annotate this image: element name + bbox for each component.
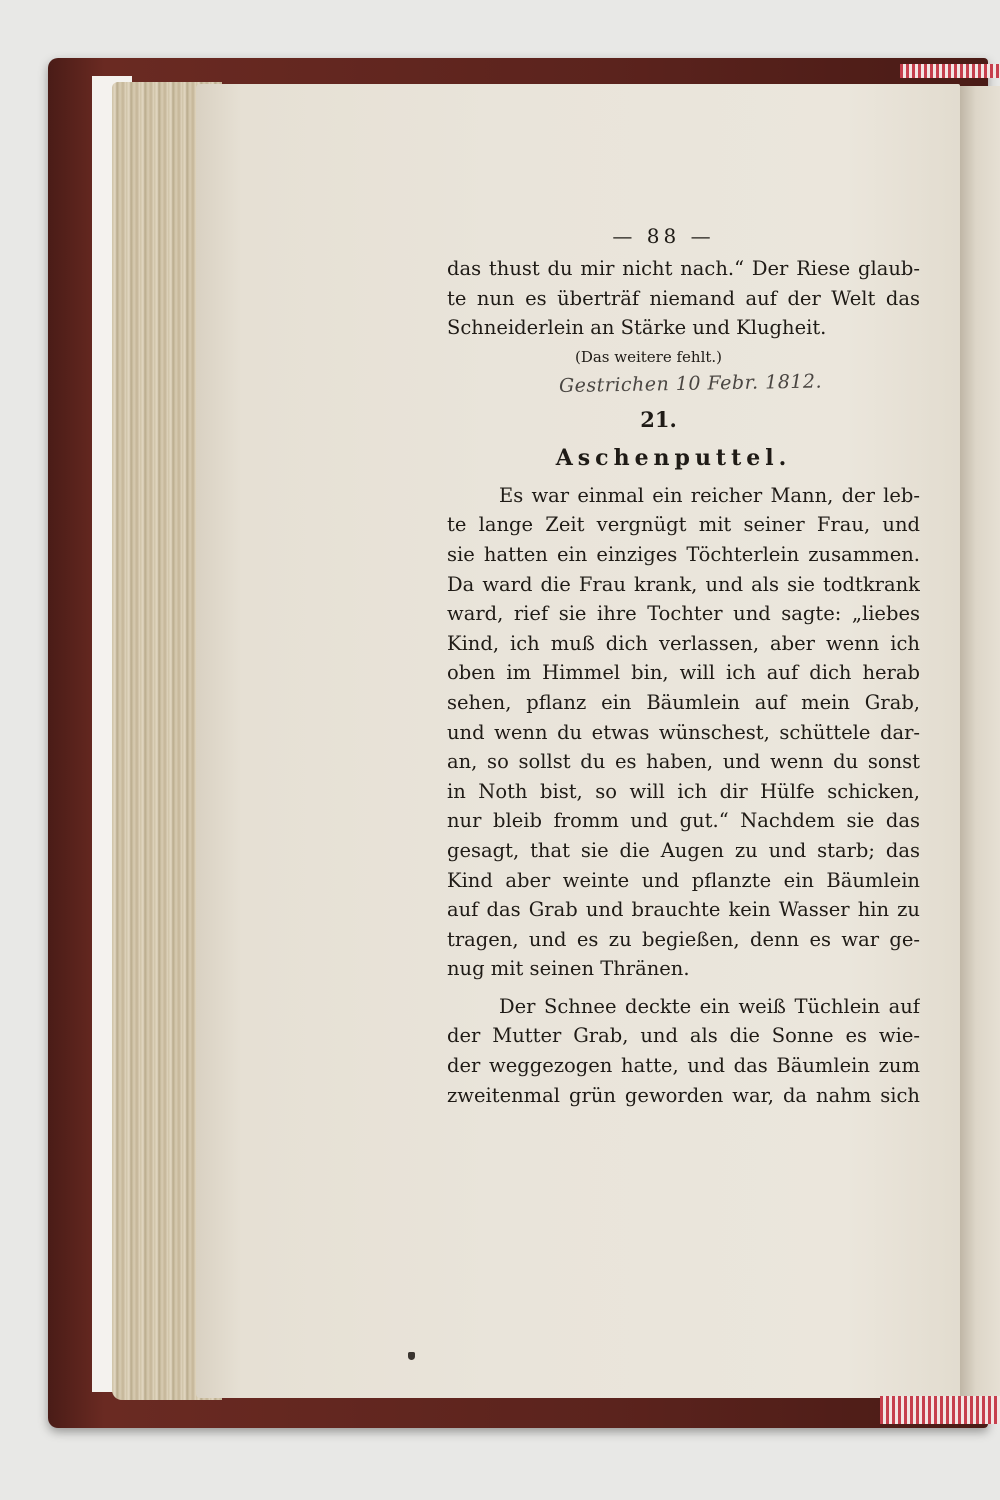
text-line: Da ward die Frau krank, und als sie todtkrank (447, 572, 920, 596)
text-line: te nun es überträf niemand auf der Welt das (447, 286, 920, 310)
text-line: gesagt, that sie die Augen zu und starb; das (447, 838, 920, 862)
page-number: — 88 — (612, 224, 715, 248)
text-line: ward, rief sie ihre Tochter und sagte: „liebes (447, 602, 920, 626)
text-line: das thust du mir nicht nach.“ Der Riese glaub- (447, 257, 920, 280)
text-line: der weggezogen hatte, und das Bäumlein zum (447, 1054, 920, 1078)
editorial-note: (Das weitere fehlt.) (574, 347, 723, 366)
text-line: nug mit seinen Thränen. (447, 957, 690, 981)
chapter-number: 21. (640, 406, 677, 432)
text-line: auf das Grab und brauchte kein Wasser hin zu (447, 898, 920, 922)
text-line: und wenn du etwas wünschest, schüttele dar- (447, 720, 920, 744)
text-line: oben im Himmel bin, will ich auf dich herab (447, 661, 920, 685)
text-line: Schneiderlein an Stärke und Klugheit. (447, 316, 827, 340)
text-line: an, so sollst du es haben, und wenn du sonst (447, 750, 920, 774)
text-line: te lange Zeit vergnügt mit seiner Frau, und (447, 513, 920, 537)
text-line: der Mutter Grab, und als die Sonne es wie- (447, 1024, 920, 1048)
text-line: Der Schnee deckte ein weiß Tüchlein auf (499, 994, 920, 1018)
bookmark-ribbon-bottom (880, 1396, 1000, 1424)
chapter-title: Aschenputtel. (555, 444, 792, 471)
text-line: nur bleib fromm und gut.“ Nachdem sie das (447, 809, 920, 833)
facing-page-edge (960, 86, 1000, 1396)
handwritten-annotation: Gestrichen 10 Febr. 1812. (558, 370, 823, 397)
text-line: zweitenmal grün geworden war, da nahm sich (447, 1083, 920, 1107)
text-line: tragen, und es zu begießen, denn es war ge- (447, 927, 920, 951)
text-line: Es war einmal ein reicher Mann, der leb- (499, 483, 920, 507)
page-text (447, 218, 920, 1110)
bookmark-ribbon-top (900, 64, 1000, 78)
text-line: Kind, ich muß dich verlassen, aber wenn ich (447, 631, 920, 655)
ink-blot (408, 1352, 415, 1360)
text-line: in Noth bist, so will ich dir Hülfe schicken, (447, 779, 920, 803)
paragraph-gap (447, 984, 920, 992)
text-line: sie hatten ein einziges Töchterlein zusammen. (447, 542, 920, 566)
text-line: Kind aber weinte und pflanzte ein Bäumlein (447, 868, 920, 892)
text-line: sehen, pflanz ein Bäumlein auf mein Grab, (447, 690, 920, 714)
